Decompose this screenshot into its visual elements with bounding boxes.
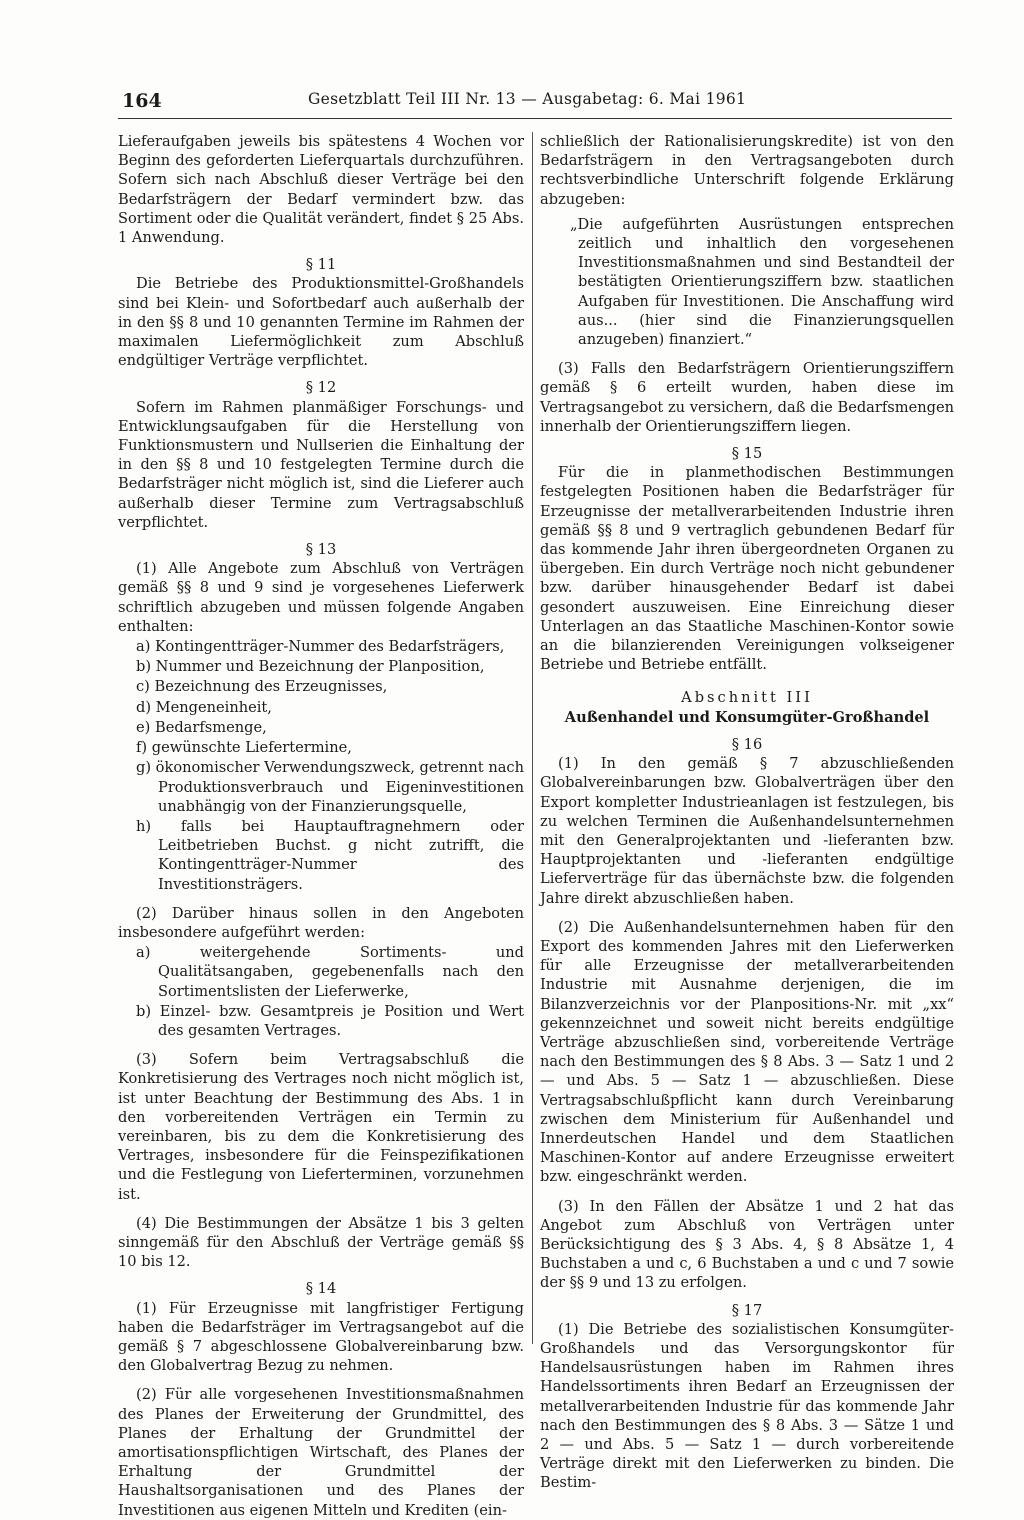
chapter-heading: Abschnitt III <box>681 689 813 707</box>
paragraph: (2) Die Außenhandelsunternehmen haben für den Export des kommenden Jahres mit den Lieferwerken für alle Erzeugnisse der metallverarbeitenden Industrie mit Ausnahme derjenigen, die im Bilanzverzeichnis vor der Planpositions-Nr. mit „xx“ gekennzeichnet und soweit nicht bereits endgültige Verträge abzuschließen sind, vorbereitende Verträge nach den Bestimmungen des § 8 Abs. 3 — Satz 1 und 2 — und Abs. 5 — Satz 1 — abzuschließen. Diese Vertragsabschlußpflicht kann durch Vereinbarung zwischen dem Ministerium für Außenhandel und Innerdeutschen Handel und dem Staatlichen Maschinen-Kontor auf andere Erzeugnisse erweitert bzw. eingeschränkt werden. <box>540 918 954 1186</box>
paragraph: (3) In den Fällen der Absätze 1 und 2 hat das Angebot zum Abschluß von Verträgen unter Berücksichtigung des § 3 Abs. 4, § 8 Absätze 1, 4 Buchstaben a und c, 6 Buchstaben a und c und 7 sowie der §§ 9 und 13 zu erfolgen. <box>540 1197 954 1292</box>
list-item: d) Mengeneinheit, <box>136 698 272 716</box>
paragraph: (1) Für Erzeugnisse mit langfristiger Fertigung haben die Bedarfsträger im Vertragsangebot auf die gemäß § 7 abgeschlossene Globalvereinbarung bzw. den Globalvertrag Bezug zu nehmen. <box>118 1299 524 1375</box>
section-heading: § 13 <box>305 541 337 559</box>
section-heading: § 12 <box>305 379 337 397</box>
section-heading: § 14 <box>305 1280 337 1298</box>
paragraph: (2) Für alle vorgesehenen Investitionsmaßnahmen des Planes der Erweiterung der Grundmittel, des Planes der Erhaltung der Grundmittel der amortisationspflichtigen Wirtschaft, des Planes der Erhaltung der Grundmittel der Haushaltsorganisationen und des Planes der Investitionen aus eigenen Mitteln und Krediten (ein- <box>118 1386 524 1519</box>
paragraph: Sofern im Rahmen planmäßiger Forschungs- und Entwicklungsaufgaben für die Herstellung von Funktionsmustern und Nullserien die Einhaltung der in den §§ 8 und 10 festgelegten Termine durch die Bedarfsträger nicht möglich ist, sind die Lieferer auch außerhalb dieser Termine zum Vertragsabschluß verpflichtet. <box>118 398 524 531</box>
list-item: a) Kontingentträger-Nummer des Bedarfsträgers, <box>136 638 505 656</box>
paragraph: (3) Sofern beim Vertragsabschluß die Konkretisierung des Vertrages noch nicht möglich ist, ist unter Beachtung der Bestimmung des Abs. 1 in den vorbereitenden Verträgen ein Termin zu vereinbaren, bis zu dem die Konkretisierung des Vertrages, insbesondere für die Feinspezifikationen und die Festlegung von Lieferterminen, vorzunehmen ist. <box>118 1051 524 1203</box>
paragraph: (4) Die Bestimmungen der Absätze 1 bis 3 gelten sinngemäß für den Abschluß der Verträge gemäß §§ 10 bis 12. <box>118 1214 524 1271</box>
page-header-title: Gesetzblatt Teil III Nr. 13 — Ausgabetag: 6. Mai 1961 <box>308 90 747 108</box>
paragraph: (3) Falls den Bedarfsträgern Orientierungsziffern gemäß § 6 erteilt wurden, haben diese im Vertragsangebot zu versichern, daß die Bedarfsmengen innerhalb der Orientierungsziffern liegen. <box>540 360 954 435</box>
paragraph: (1) Die Betriebe des sozialistischen Konsumgüter-Großhandels und das Versorgungskontor für Handelsausrüstungen haben im Rahmen ihres Handelssortiments ihren Bedarf an Erzeugnissen der metallverarbeitenden Industrie für das kommende Jahr nach den Bestimmungen des § 8 Abs. 3 — Sätze 1 und 2 — und Abs. 5 — Satz 1 — durch vorbereitende Verträge direkt mit den Lieferwerken zu binden. Die Bestim- <box>540 1320 954 1492</box>
list-item: g) ökonomischer Verwendungszweck, getrennt nach Produktionsverbrauch und Eigeninvestitionen unabhängig von der Finanzierungsquelle, <box>136 759 524 815</box>
paragraph: Lieferaufgaben jeweils bis spätestens 4 Wochen vor Beginn des geforderten Lieferquartals durchzuführen. Sofern sich nach Abschluß dieser Verträge bei den Bedarfsträgern der Bedarf vermindert bzw. das Sortiment oder die Qualität verändert, findet § 25 Abs. 1 Anwendung. <box>118 133 524 247</box>
section-heading: § 17 <box>731 1301 763 1319</box>
paragraph: (1) Alle Angebote zum Abschluß von Verträgen gemäß §§ 8 und 9 sind je vorgesehenes Lieferwerk schriftlich abzugeben und müssen folgende Angaben enthalten: <box>118 560 524 635</box>
section-heading: § 15 <box>731 445 763 463</box>
paragraph: (2) Darüber hinaus sollen in den Angeboten insbesondere aufgeführt werden: <box>118 904 524 941</box>
section-heading: § 11 <box>305 256 337 274</box>
paragraph: Die Betriebe des Produktionsmittel-Großhandels sind bei Klein- und Sofortbedarf auch außerhalb der in den §§ 8 und 10 genannten Termine im Rahmen der maximalen Liefermöglichkeit zum Abschluß endgültiger Verträge verpflichtet. <box>118 275 524 370</box>
page-number: 164 <box>122 90 162 112</box>
list-item: e) Bedarfsmenge, <box>136 718 267 736</box>
list-item: h) falls bei Hauptauftragnehmern oder Leitbetrieben Buchst. g nicht zutrifft, die Kontingentträger-Nummer des Investitionsträgers. <box>136 817 524 893</box>
left-column <box>118 132 524 1520</box>
list-item: c) Bezeichnung des Erzeugnisses, <box>136 678 388 696</box>
list-item: f) gewünschte Liefertermine, <box>136 739 352 757</box>
list-item: b) Nummer und Bezeichnung der Planposition, <box>136 658 485 676</box>
column-divider <box>532 132 533 1344</box>
quoted-declaration: „Die aufgeführten Ausrüstungen entsprechen zeitlich und inhaltlich den vorgesehenen Investitionsmaßnahmen und sind Bestandteil der bestätigten Orientierungsziffern bzw. staatlichen Aufgaben für Investitionen. Die Anschaffung wird aus... (hier sind die Finanzierungsquellen anzugeben) finanziert.“ <box>570 215 954 349</box>
list-item: a) weitergehende Sortiments- und Qualitätsangaben, gegebenenfalls nach den Sortimentslisten der Lieferwerke, <box>136 944 524 1000</box>
paragraph: schließlich der Rationalisierungskredite) ist von den Bedarfsträgern in den Vertragsangeboten durch rechtsverbindliche Unterschrift folgende Erklärung abzugeben: <box>540 133 954 208</box>
list-item: b) Einzel- bzw. Gesamtpreis je Position und Wert des gesamten Vertrages. <box>136 1002 524 1039</box>
paragraph: Für die in planmethodischen Bestimmungen festgelegten Positionen haben die Bedarfsträger für Erzeugnisse der metallverarbeitenden Industrie ihren gemäß §§ 8 und 9 vertraglich gebundenen Bedarf für das kommende Jahr ihren übergeordneten Organen zu übergeben. Ein durch Verträge noch nicht gebundener bzw. darüber hinausgehender Bedarf ist dabei gesondert auszuweisen. Eine Einreichung dieser Unterlagen an das Staatliche Maschinen-Kontor sowie an die bilanzierenden Vereinigungen volkseigener Betriebe und Betriebe entfällt. <box>540 464 954 674</box>
chapter-title: Außenhandel und Konsumgüter-Großhandel <box>564 708 930 726</box>
header-rule <box>118 118 952 119</box>
paragraph: (1) In den gemäß § 7 abzuschließenden Globalvereinbarungen bzw. Globalverträgen über den Export kompletter Industrieanlagen ist festzulegen, bis zu welchen Terminen die Außenhandelsunternehmen mit den Generalprojektanten und -lieferanten bzw. Hauptprojektanten und -lieferanten endgültige Lieferverträge für das übernächste bzw. die folgenden Jahre direkt abzuschließen haben. <box>540 755 954 907</box>
right-column <box>540 132 954 1493</box>
section-heading: § 16 <box>731 735 763 753</box>
